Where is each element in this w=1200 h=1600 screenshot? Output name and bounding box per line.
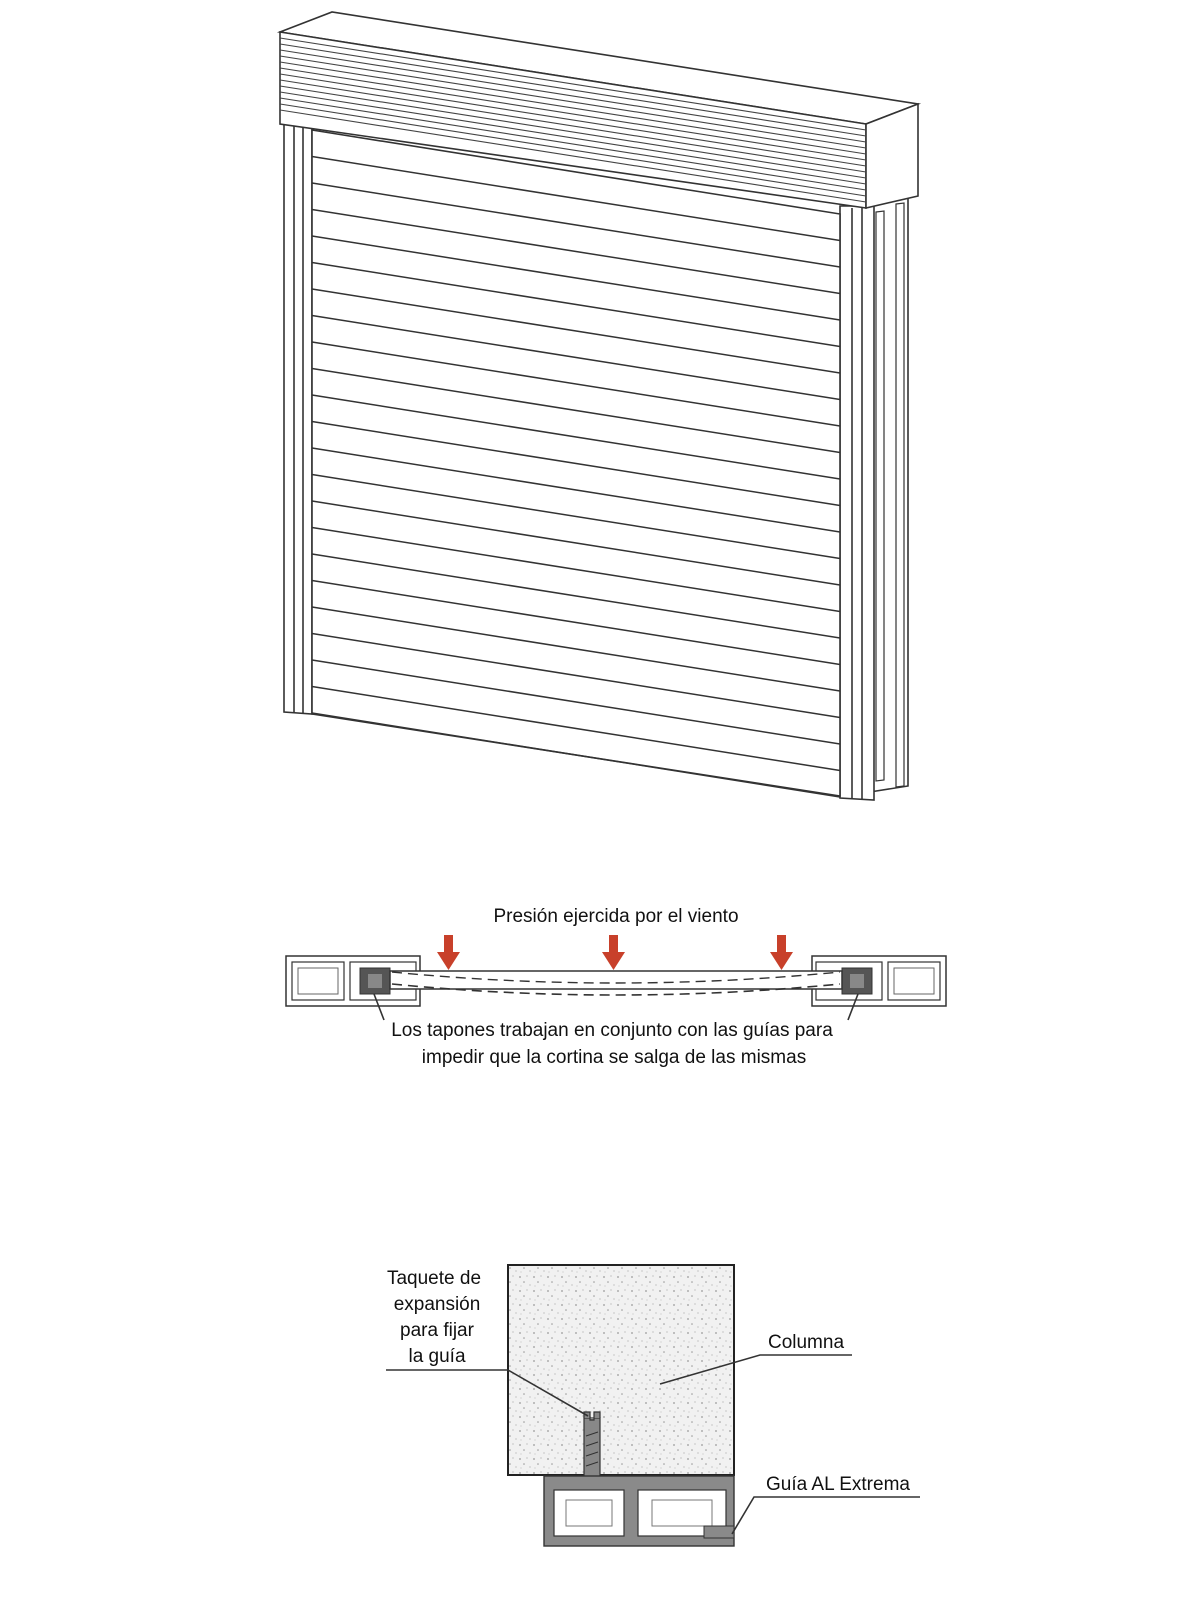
guide-label: Guía AL Extrema [766, 1474, 910, 1495]
left-guide-rail [284, 124, 312, 714]
right-guide-rail [870, 198, 908, 792]
wind-caption-line2: impedir que la cortina se salga de las mismas [421, 1047, 807, 1068]
anchor-label-line1: Taquete de [386, 1268, 482, 1289]
guide-pointer [732, 1497, 920, 1534]
right-front-rail [840, 206, 874, 800]
wind-pressure-section [286, 906, 946, 1068]
wind-caption-line1: Los tapones trabajan en conjunto con las guías para [391, 1020, 833, 1041]
anchor-label-line4: la guía [408, 1346, 466, 1367]
anchor-label-line2: expansión [393, 1294, 481, 1315]
wind-arrow-right [770, 935, 793, 970]
wind-arrows [437, 935, 793, 970]
expansion-anchor [584, 1412, 600, 1478]
column-guide-section [386, 1265, 920, 1546]
wind-arrow-left [437, 935, 460, 970]
shutter-curtain [312, 130, 840, 797]
aluminium-guide-profile [544, 1476, 734, 1546]
concrete-column [508, 1265, 734, 1475]
curtain-slat [390, 971, 842, 995]
wind-pressure-title: Presión ejercida por el viento [493, 906, 739, 927]
roller-shutter-illustration [280, 12, 918, 800]
column-label: Columna [767, 1332, 845, 1353]
anchor-label-line3: para fijar [400, 1320, 474, 1341]
wind-arrow-center [602, 935, 625, 970]
